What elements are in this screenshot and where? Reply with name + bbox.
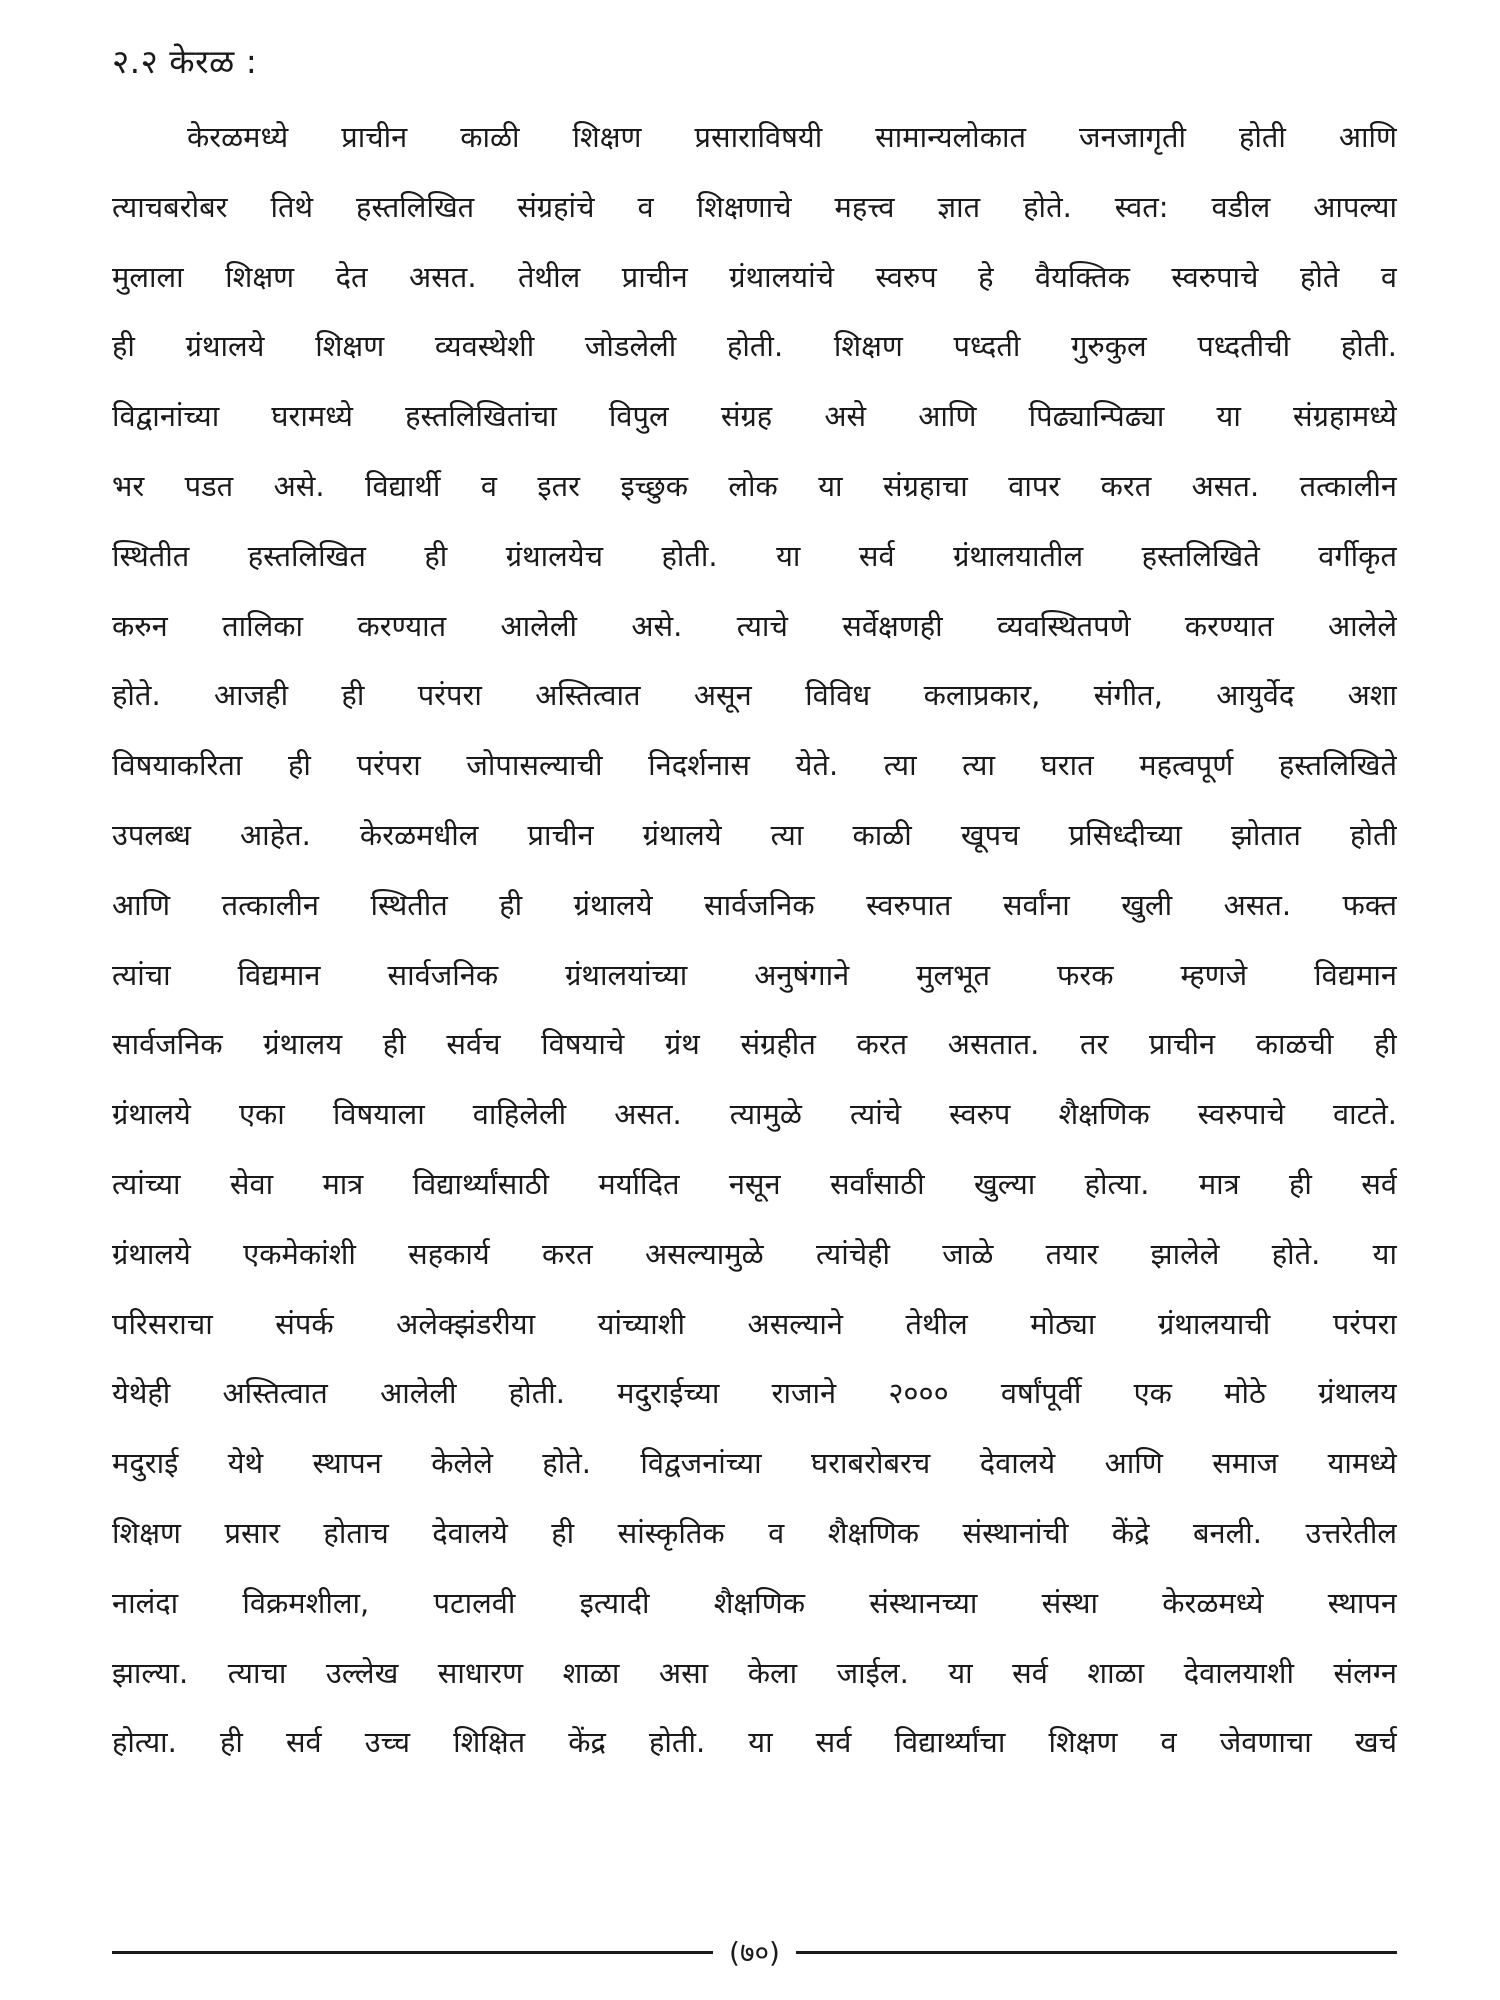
text-line: नालंदा विक्रमशीला, पटालवी इत्यादी शैक्षणिक संस्थानच्या संस्था केरळमध्ये स्थापन (112, 1585, 1397, 1620)
text-line: केरळमध्ये प्राचीन काळी शिक्षण प्रसाराविषयी सामान्यलोकात जनजागृती होती आणि (187, 120, 1397, 154)
text-line: त्यांच्या सेवा मात्र विद्यार्थ्यांसाठी मर्यादित नसून सर्वांसाठी खुल्या होत्या. मात्र ही सर्व (112, 1166, 1397, 1201)
text-line: करुन तालिका करण्यात आलेली असे. त्याचे सर्वेक्षणही व्यवस्थितपणे करण्यात आलेले (112, 608, 1397, 643)
text-line: सार्वजनिक ग्रंथालय ही सर्वच विषयाचे ग्रंथ संग्रहीत करत असतात. तर प्राचीन काळची ही (112, 1027, 1397, 1062)
page-number: (७०) (729, 1936, 780, 1969)
section-heading: २.२ केरळ : (112, 42, 258, 81)
text-line: झाल्या. त्याचा उल्लेख साधारण शाळा असा केला जाईल. या सर्व शाळा देवालयाशी संलग्न (112, 1655, 1397, 1690)
text-line: त्यांचा विद्यमान सार्वजनिक ग्रंथालयांच्या अनुषंगाने मुलभूत फरक म्हणजे विद्यमान (112, 957, 1397, 992)
text-line: मदुराई येथे स्थापन केलेले होते. विद्वजनांच्या घराबरोबरच देवालये आणि समाज यामध्ये (112, 1446, 1397, 1481)
text-line: येथेही अस्तित्वात आलेली होती. मदुराईच्या राजाने २००० वर्षांपूर्वी एक मोठे ग्रंथालय (112, 1376, 1397, 1411)
text-line: आणि तत्कालीन स्थितीत ही ग्रंथालये सार्वजनिक स्वरुपात सर्वांना खुली असत. फक्त (112, 887, 1397, 922)
body-paragraph (112, 103, 1397, 1778)
text-line: स्थितीत हस्तलिखित ही ग्रंथालयेच होती. या सर्व ग्रंथालयातील हस्तलिखिते वर्गीकृत (112, 538, 1397, 573)
footer-rule-right (796, 1951, 1397, 1954)
text-line: शिक्षण प्रसार होताच देवालये ही सांस्कृतिक व शैक्षणिक संस्थानांची केंद्रे बनली. उत्तरेतील (112, 1515, 1397, 1550)
page-footer (112, 1932, 1397, 1972)
text-line: विषयाकरिता ही परंपरा जोपासल्याची निदर्शनास येते. त्या त्या घरात महत्वपूर्ण हस्तलिखिते (112, 748, 1397, 783)
text-line: भर पडत असे. विद्यार्थी व इतर इच्छुक लोक या संग्रहाचा वापर करत असत. तत्कालीन (112, 468, 1397, 503)
text-line: विद्वानांच्या घरामध्ये हस्तलिखितांचा विपुल संग्रह असे आणि पिढ्यान्पिढ्या या संग्रहामध्ये (112, 399, 1397, 434)
text-line: होत्या. ही सर्व उच्च शिक्षित केंद्र होती. या सर्व विद्यार्थ्यांचा शिक्षण व जेवणाचा खर्च (112, 1725, 1397, 1760)
text-line: ही ग्रंथालये शिक्षण व्यवस्थेशी जोडलेली होती. शिक्षण पध्दती गुरुकुल पध्दतीची होती. (112, 329, 1397, 364)
text-line: ग्रंथालये एकमेकांशी सहकार्य करत असल्यामुळे त्यांचेही जाळे तयार झालेले होते. या (112, 1236, 1397, 1271)
text-line: परिसराचा संपर्क अलेक्झंडरीया यांच्याशी असल्याने तेथील मोठ्या ग्रंथालयाची परंपरा (112, 1306, 1397, 1341)
text-line: उपलब्ध आहेत. केरळमधील प्राचीन ग्रंथालये त्या काळी खूपच प्रसिध्दीच्या झोतात होती (112, 817, 1397, 852)
text-line: ग्रंथालये एका विषयाला वाहिलेली असत. त्यामुळे त्यांचे स्वरुप शैक्षणिक स्वरुपाचे वाटते. (112, 1097, 1397, 1132)
text-line: होते. आजही ही परंपरा अस्तित्वात असून विविध कलाप्रकार, संगीत, आयुर्वेद अशा (112, 678, 1397, 713)
footer-rule-left (112, 1951, 713, 1954)
text-line: मुलाला शिक्षण देत असत. तेथील प्राचीन ग्रंथालयांचे स्वरुप हे वैयक्तिक स्वरुपाचे होते व (112, 259, 1397, 294)
text-line: त्याचबरोबर तिथे हस्तलिखित संग्रहांचे व शिक्षणाचे महत्त्व ज्ञात होते. स्वत: वडील आपल्या (112, 189, 1397, 224)
